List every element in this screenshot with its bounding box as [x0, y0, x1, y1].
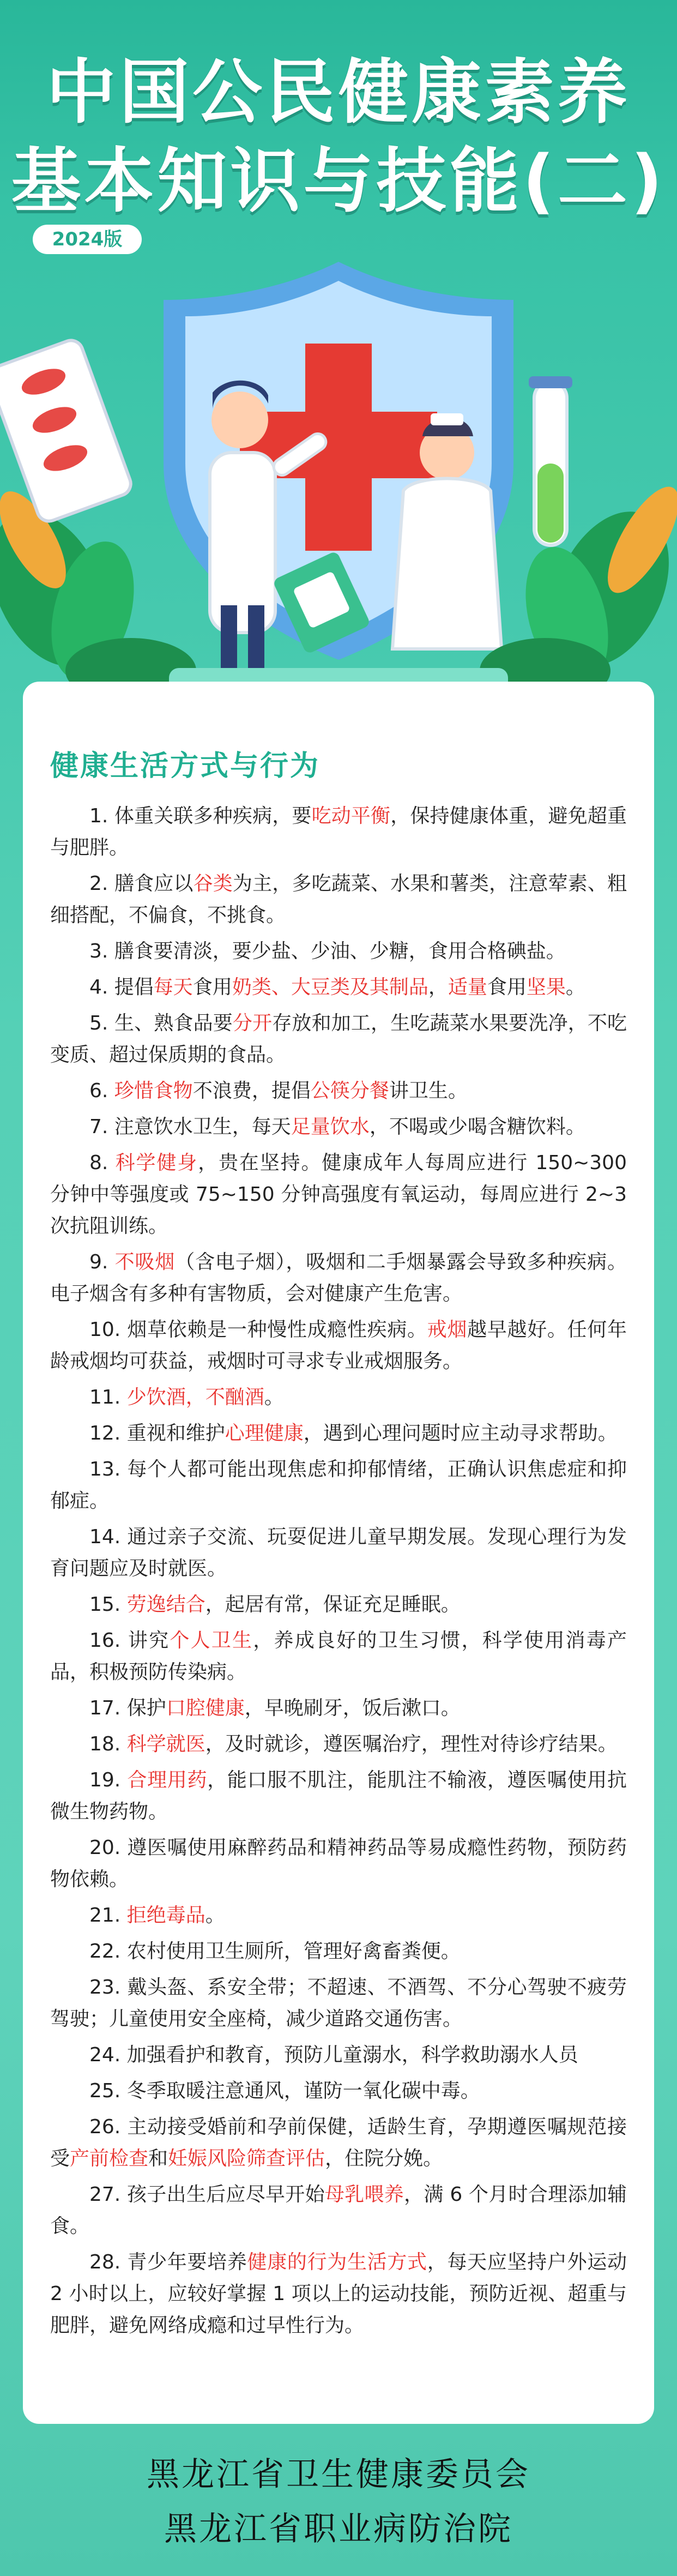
list-item	[50, 2179, 627, 2242]
item-text: 5. 生、熟食品要	[89, 1012, 233, 1034]
list-item	[50, 868, 627, 931]
item-text: 26. 主动接受婚前和孕前保健，适龄生育，孕期遵医嘱规范接受	[50, 2116, 627, 2170]
list-item	[50, 2039, 627, 2071]
item-text: 15.	[89, 1593, 127, 1616]
item-text: 14. 通过亲子交流、玩耍促进儿童早期发展。发现心理行为发育问题应及时就医。	[50, 1526, 627, 1580]
list-item	[50, 1314, 627, 1377]
item-text: 23. 戴头盔、系安全带；不超速、不酒驾、不分心驾驶不疲劳驾驶；儿童使用安全座椅，减少道路交通伤害。	[50, 1976, 627, 2030]
item-text: 12. 重视和维护	[89, 1422, 225, 1445]
item-text: 食用	[192, 976, 232, 998]
item-text: ，住院分娩。	[325, 2147, 443, 2170]
item-text: 27. 孩子出生后应尽早开始	[89, 2183, 325, 2206]
item-text: ，满 6 个月时合理添加辅食。	[50, 2183, 627, 2237]
item-text: 11.	[89, 1386, 127, 1409]
list-item	[50, 1147, 627, 1242]
highlight-text: 足量饮水	[291, 1116, 370, 1138]
list-item	[50, 936, 627, 967]
highlight-text: 健康的行为生活方式	[247, 2251, 427, 2273]
highlight-text: 科学就医	[126, 1733, 205, 1755]
item-text: 和	[148, 2147, 168, 2170]
highlight-text: 少饮酒，不酗酒	[126, 1386, 264, 1409]
item-text: 越早越好。任何年龄戒烟均可获益，戒烟时可寻求专业戒烟服务。	[50, 1319, 627, 1373]
item-text: 21.	[89, 1904, 127, 1927]
list-item	[50, 2111, 627, 2175]
item-text: ，起居有常，保证充足睡眠。	[205, 1593, 461, 1616]
list-item	[50, 1521, 627, 1585]
item-text: 13. 每个人都可能出现焦虑和抑郁情绪，正确认识焦虑症和抑郁症。	[50, 1458, 627, 1512]
edition-badge: 2024版	[33, 225, 142, 254]
highlight-text: 妊娠风险筛查评估	[168, 2147, 325, 2170]
item-text: 10. 烟草依赖是一种慢性成瘾性疾病。	[89, 1319, 427, 1341]
item-text: 28. 青少年要培养	[89, 2251, 247, 2273]
item-text: 7. 注意饮水卫生，每天	[89, 1116, 291, 1138]
list-item	[50, 1589, 627, 1621]
item-text: 22. 农村使用卫生厕所，管理好禽畜粪便。	[89, 1940, 461, 1963]
highlight-text: 不吸烟	[114, 1251, 176, 1273]
list-item	[50, 1008, 627, 1071]
highlight-text: 心理健康	[225, 1422, 304, 1445]
item-text: 8.	[89, 1152, 116, 1174]
footer-org-2: 黑龙江省职业病防治院	[164, 2510, 513, 2548]
list-item	[50, 1075, 627, 1107]
highlight-text: 产前检查	[70, 2147, 149, 2170]
item-text: ，能口服不肌注，能肌注不输液，遵医嘱使用抗微生物药物。	[50, 1769, 627, 1823]
highlight-text: 谷类	[193, 872, 233, 895]
item-text: 1. 体重关联多种疾病，要	[89, 805, 312, 827]
item-text: 9.	[89, 1251, 115, 1273]
test-tube-icon	[529, 376, 572, 545]
list-item	[50, 1247, 627, 1310]
highlight-text: 合理用药	[127, 1769, 208, 1791]
item-text: ，不喝或少喝含糖饮料。	[369, 1116, 585, 1138]
list-item	[50, 1418, 627, 1449]
highlight-text: 坚果	[526, 976, 566, 998]
list-item	[50, 1972, 627, 2035]
item-text: 2. 膳食应以	[89, 872, 194, 895]
item-text: 。	[205, 1904, 225, 1927]
list-item	[50, 1454, 627, 1517]
highlight-text: 分开	[232, 1012, 273, 1034]
item-text: 20. 遵医嘱使用麻醉药品和精神药品等易成瘾性药物，预防药物依赖。	[50, 1837, 627, 1891]
item-text: ，贵在坚持。健康成年人每周应进行 150~300 分钟中等强度或 75~150 分钟高强度有氧运动，每周应进行 2~3 次抗阻训练。	[50, 1152, 627, 1237]
list-item	[50, 1936, 627, 1967]
section-title: 健康生活方式与行为	[50, 750, 321, 783]
hero-illustration	[0, 256, 677, 693]
item-text: 24. 加强看护和教育，预防儿童溺水，科学救助溺水人员	[89, 2044, 578, 2066]
highlight-text: 每天	[153, 976, 193, 998]
item-text: ，及时就诊，遵医嘱治疗，理性对待诊疗结果。	[205, 1733, 618, 1755]
list-item	[50, 1111, 627, 1143]
highlight-text: 口腔健康	[166, 1697, 245, 1719]
highlight-text: 劳逸结合	[126, 1593, 205, 1616]
item-text: ，养成良好的卫生习惯，科学使用消毒产品，积极预防传染病。	[50, 1629, 627, 1683]
page-title-line2: 基本知识与技能(二)	[11, 141, 666, 222]
item-text: 。	[565, 976, 585, 998]
item-text: 讲卫生。	[389, 1080, 468, 1102]
list-item	[50, 1729, 627, 1760]
highlight-text: 母乳喂养	[324, 2183, 404, 2206]
highlight-text: 珍惜食物	[114, 1080, 193, 1102]
list-item	[50, 2075, 627, 2107]
item-list	[50, 801, 627, 2346]
item-text: ，遇到心理问题时应主动寻求帮助。	[303, 1422, 618, 1445]
item-text: 。	[264, 1386, 284, 1409]
item-text: 食用	[487, 976, 527, 998]
footer-org-1: 黑龙江省卫生健康委员会	[147, 2455, 530, 2494]
item-text: 为主，多吃蔬菜、水果和薯类，注意荤素、粗细搭配，不偏食，不挑食。	[50, 872, 627, 926]
list-item	[50, 1693, 627, 1724]
list-item	[50, 1900, 627, 1931]
item-text: ，早晚刷牙，饭后漱口。	[244, 1697, 461, 1719]
list-item	[50, 2247, 627, 2342]
item-text: 25. 冬季取暖注意通风，谨防一氧化碳中毒。	[89, 2080, 480, 2102]
item-text: ，每天应坚持户外运动 2 小时以上，应较好掌握 1 项以上的运动技能，预防近视、超重与肥胖，避免网络成瘾和过早性行为。	[50, 2251, 627, 2337]
highlight-text: 奶类、大豆类及其制品	[232, 976, 428, 998]
highlight-text: 适量	[448, 976, 487, 998]
item-text: 6.	[89, 1080, 114, 1102]
item-text: 18.	[89, 1733, 127, 1755]
item-text: ，保持健康体重，避免超重与肥胖。	[50, 805, 627, 859]
highlight-text: 戒烟	[427, 1319, 468, 1341]
page-title-line1: 中国公民健康素养	[46, 52, 631, 133]
item-text: 存放和加工，生吃蔬菜水果要洗净，不吃变质、超过保质期的食品。	[50, 1012, 627, 1066]
item-text: （含电子烟），吸烟和二手烟暴露会导致多种疾病。电子烟含有多种有害物质，会对健康产生危害。	[50, 1251, 627, 1305]
item-text: 16. 讲究	[89, 1629, 170, 1652]
item-text: 4. 提倡	[89, 976, 154, 998]
item-text: 17. 保护	[89, 1697, 166, 1719]
highlight-text: 拒绝毒品	[126, 1904, 205, 1927]
highlight-text: 科学健身	[115, 1152, 198, 1174]
list-item	[50, 1382, 627, 1413]
list-item	[50, 1765, 627, 1828]
list-item	[50, 972, 627, 1003]
list-item	[50, 1625, 627, 1688]
item-text: 不浪费，提倡	[192, 1080, 311, 1102]
item-text: ，	[428, 976, 448, 998]
item-text: 19.	[89, 1769, 128, 1791]
highlight-text: 公筷分餐	[310, 1080, 389, 1102]
list-item	[50, 1832, 627, 1895]
item-text: 3. 膳食要清淡，要少盐、少油、少糖，食用合格碘盐。	[89, 940, 566, 962]
highlight-text: 个人卫生	[170, 1629, 253, 1652]
highlight-text: 吃动平衡	[311, 805, 391, 827]
list-item	[50, 801, 627, 864]
